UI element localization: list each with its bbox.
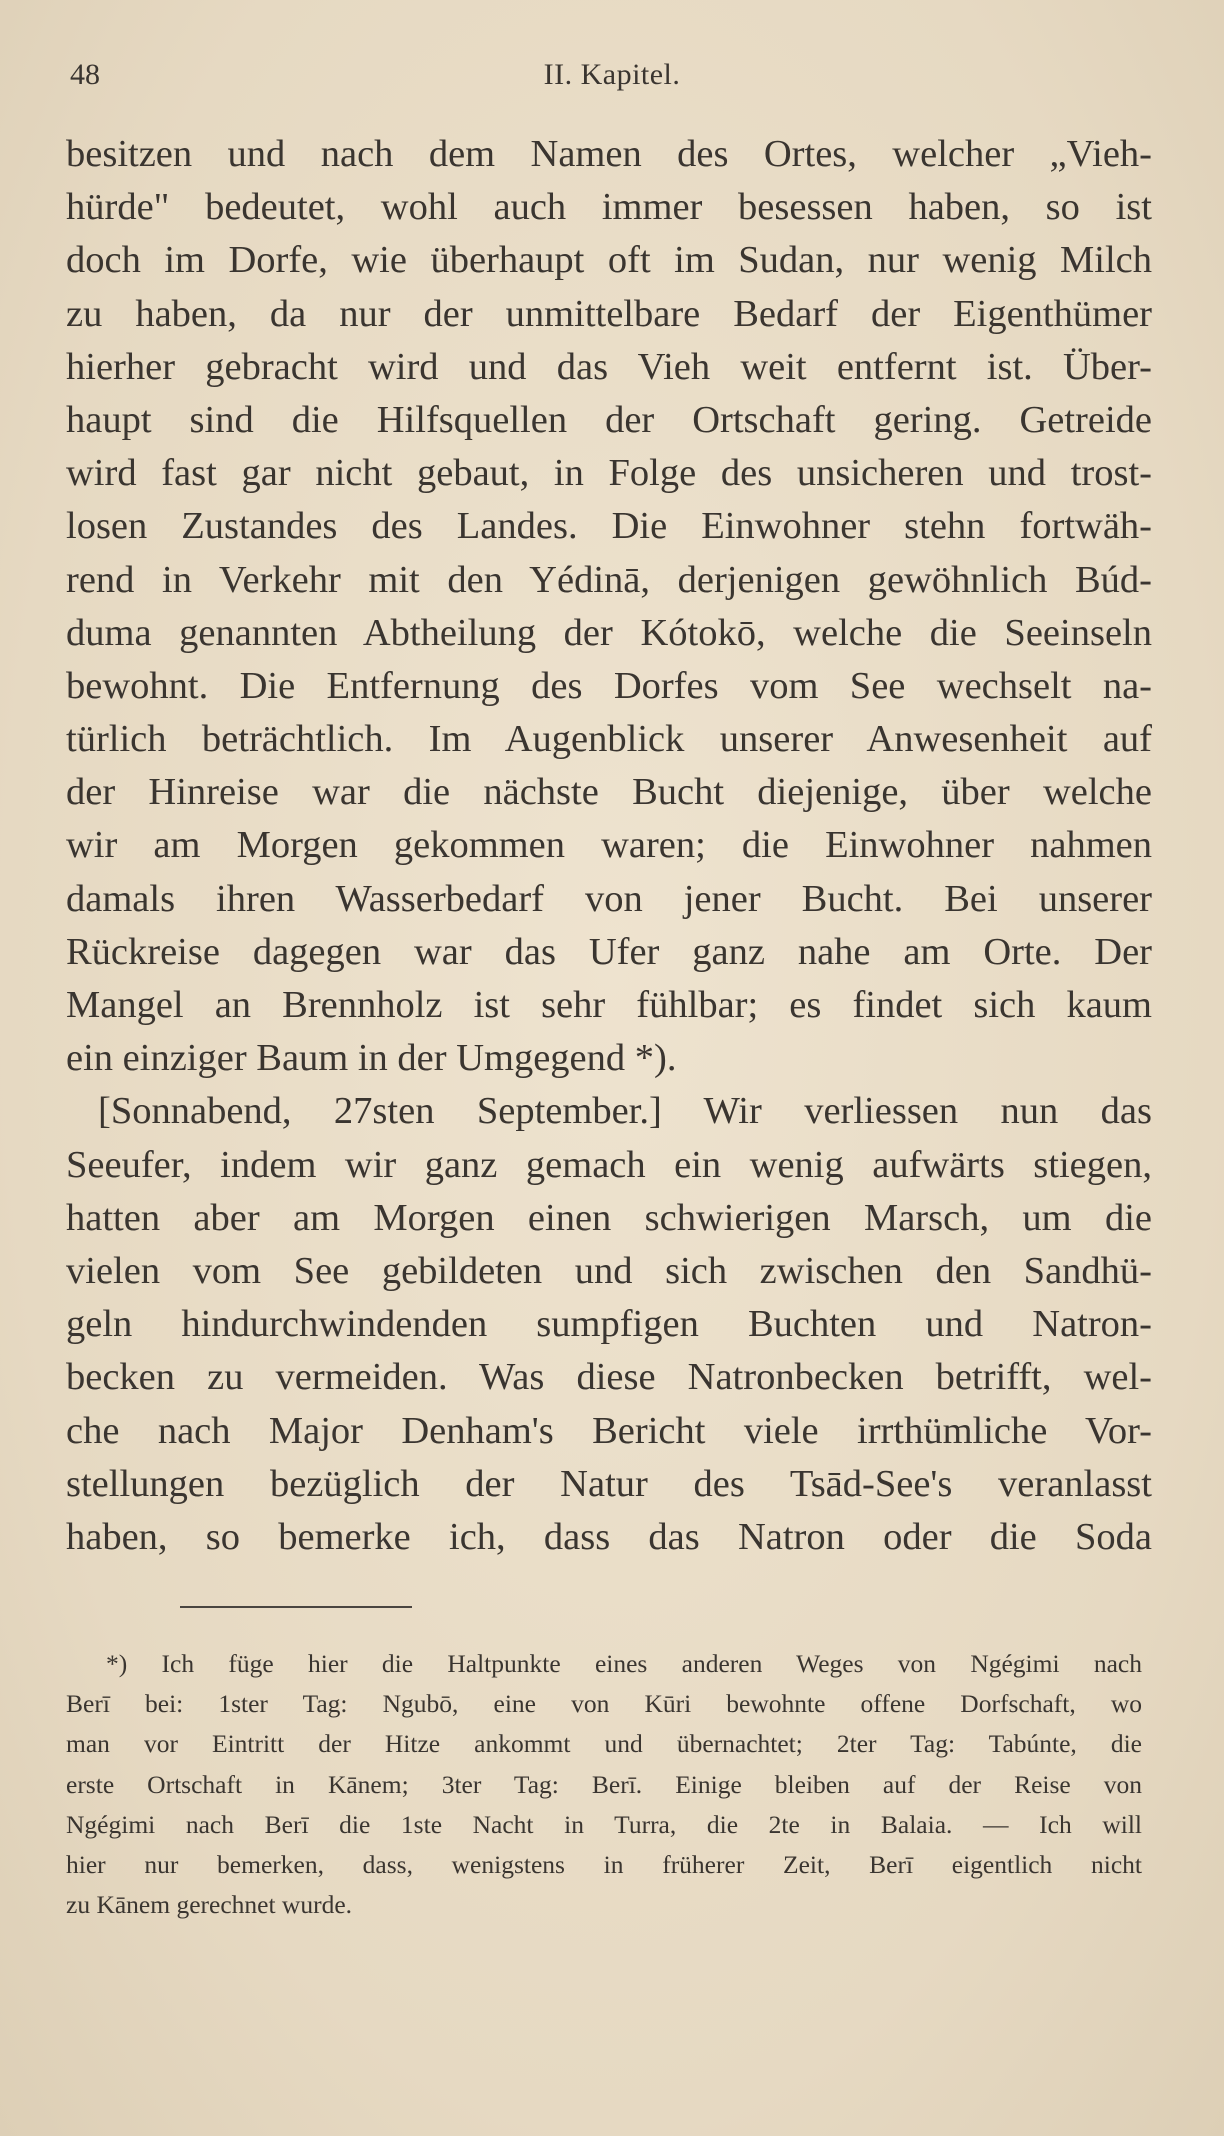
footnotes [66, 1644, 1142, 1925]
footnote-line: Berī bei: 1ster Tag: Ngubō, eine von Kūri bewohnte offene Dorfschaft, wo [66, 1689, 1142, 1719]
text-line: losen Zustandes des Landes. Die Einwohner stehn fortwäh- [66, 505, 1152, 548]
text-line: Seeufer, indem wir ganz gemach ein wenig aufwärts stiegen, [66, 1143, 1152, 1186]
text-line: zu haben, da nur der unmittelbare Bedarf der Eigenthümer [66, 292, 1152, 335]
text-line: ein einziger Baum in der Umgegend *). [66, 1037, 677, 1080]
text-line: türlich beträchtlich. Im Augenblick unserer Anwesenheit auf [66, 718, 1152, 761]
text-line: rend in Verkehr mit den Yédinā, derjenigen gewöhnlich Búd- [66, 558, 1152, 601]
page-number: 48 [70, 58, 100, 91]
text-line: wird fast gar nicht gebaut, in Folge des unsicheren und trost- [66, 452, 1152, 495]
text-line: der Hinreise war die nächste Bucht diejenige, über welche [66, 771, 1152, 814]
text-line: che nach Major Denham's Bericht viele irrthümliche Vor- [66, 1409, 1152, 1452]
text-line: hatten aber am Morgen einen schwierigen Marsch, um die [66, 1196, 1152, 1239]
footnote-line: *) Ich füge hier die Haltpunkte eines anderen Weges von Ngégimi nach [106, 1649, 1142, 1678]
text-line: Rückreise dagegen war das Ufer ganz nahe am Orte. Der [66, 930, 1152, 973]
footnote-divider [180, 1606, 412, 1608]
text-line: hürde" bedeutet, wohl auch immer besessen haben, so ist [66, 186, 1152, 229]
running-head: II. Kapitel. [543, 58, 681, 91]
text-line: [Sonnabend, 27sten September.] Wir verliessen nun das [98, 1090, 1152, 1133]
text-line: damals ihren Wasserbedarf von jener Bucht. Bei unserer [66, 877, 1152, 920]
footnote-line: hier nur bemerken, dass, wenigstens in früherer Zeit, Berī eigentlich nicht [66, 1849, 1142, 1879]
footnote-line: Ngégimi nach Berī die 1ste Nacht in Turra, die 2te in Balaia. — Ich will [66, 1809, 1142, 1839]
text-line: stellungen bezüglich der Natur des Tsād-See's veranlasst [66, 1462, 1152, 1505]
footnote-line: zu Kānem gerechnet wurde. [66, 1890, 353, 1920]
page-header [70, 58, 1154, 98]
text-line: haupt sind die Hilfsquellen der Ortschaft gering. Getreide [66, 398, 1152, 441]
text-line: doch im Dorfe, wie überhaupt oft im Sudan, nur wenig Milch [66, 239, 1152, 282]
text-line: vielen vom See gebildeten und sich zwischen den Sandhü- [66, 1249, 1152, 1292]
text-line: bewohnt. Die Entfernung des Dorfes vom See wechselt na- [66, 664, 1152, 707]
text-line: Mangel an Brennholz ist sehr fühlbar; es findet sich kaum [66, 984, 1152, 1026]
text-line: besitzen und nach dem Namen des Ortes, welcher „Vieh- [66, 133, 1152, 175]
footnote-line: erste Ortschaft in Kānem; 3ter Tag: Berī. Einige bleiben auf der Reise von [66, 1769, 1142, 1799]
text-line: wir am Morgen gekommen waren; die Einwohner nahmen [66, 824, 1152, 867]
text-line: geln hindurchwindenden sumpfigen Buchten und Natron- [66, 1303, 1152, 1346]
text-line: haben, so bemerke ich, dass das Natron oder die Soda [66, 1515, 1152, 1558]
text-line: duma genannten Abtheilung der Kótokō, welche die Seeinseln [66, 611, 1152, 654]
text-line: hierher gebracht wird und das Vieh weit entfernt ist. Über- [66, 345, 1152, 388]
body-text [66, 128, 1152, 1564]
text-line: becken zu vermeiden. Was diese Natronbecken betrifft, wel- [66, 1356, 1152, 1399]
footnote-line: man vor Eintritt der Hitze ankommt und übernachtet; 2ter Tag: Tabúnte, die [66, 1729, 1142, 1759]
